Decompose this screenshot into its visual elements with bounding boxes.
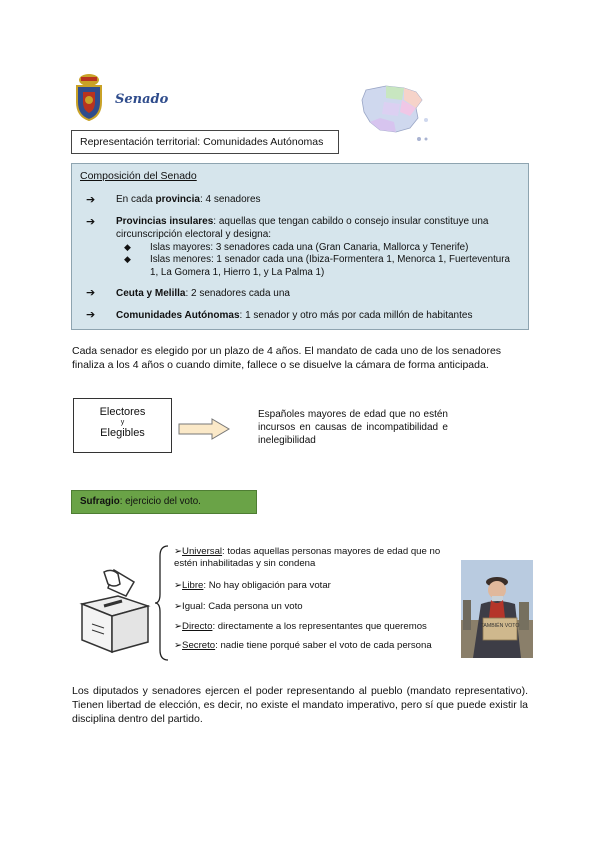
protester-photo [461,560,533,658]
arrow-icon: ➔ [86,216,96,228]
list-item: Comunidades Autónomas: 1 senador y otro más por cada millón de habitantes [116,310,473,321]
list-item: En cada provincia: 4 senadores [116,194,261,205]
electores-description: Españoles mayores de edad que no estén incursos en causas de incompatibilidad e inelegibilidad [258,409,448,446]
right-arrow-icon [178,418,230,440]
spain-map-image [356,82,436,148]
electores-label: Electores [99,406,146,418]
sign-text: TAMBIÉN VOTO [480,623,520,629]
composition-panel [71,163,529,330]
section-title: Representación territorial: Comunidades Autónomas [80,136,324,148]
list-item: Islas mayores: 3 senadores cada una (Gran Canaria, Mallorca y Tenerife) [150,242,469,253]
list-item: Ceuta y Melilla: 2 senadores cada una [116,288,290,299]
senator-term-paragraph: Cada senador es elegido por un plazo de 4 años. El mandato de cada uno de los senadores finaliza a los 4 años o cuando dimite, fallece o se disuelve la cámara de forma anticipada. [72,345,502,371]
connector-label: y [120,419,125,426]
property-universal: ➢Universal: todas aquellas personas mayores de edad que no estén inhabilitadas y sin condena [174,546,441,569]
section-title-box [71,130,339,154]
senado-crest-logo [72,72,106,122]
diamond-bullet-icon: ◆ [124,254,131,264]
mandate-paragraph: Los diputados y senadores ejercen el poder representando al pueblo (mandato representativo). Tienen libertad de elección, es decir, no existe el mandato imperativo, pero sí que puede existir la disciplina dentro del partido. [72,685,528,725]
electores-elegibles-box [73,398,172,453]
arrow-icon: ➔ [86,287,96,299]
arrow-icon: ➔ [86,309,96,321]
property-libre: ➢Libre: No hay obligación para votar [174,580,331,591]
sufragio-definition-bar [71,490,257,514]
list-item: Islas menores: 1 senador cada una (Ibiza-Formentera 1, Menorca 1, Fuerteventura 1, La Gomera 1, Hierro 1, y La Palma 1) [150,254,510,278]
ballot-box-icon [74,566,154,656]
list-item: Provincias insulares: aquellas que tengan cabildo o consejo insular constituye una circunscripción electoral y designa: [116,216,489,240]
property-secreto: ➢Secreto: nadie tiene porqué saber el voto de cada persona [174,640,432,651]
sufragio-text: : ejercicio del voto. [119,496,201,507]
property-igual: ➢Igual: Cada persona un voto [174,601,303,612]
diamond-bullet-icon: ◆ [124,242,131,252]
property-directo: ➢Directo: directamente a los representantes que queremos [174,621,427,632]
composition-heading: Composición del Senado [80,170,197,182]
curly-brace-icon [154,544,170,662]
elegibles-label: Elegibles [100,427,145,439]
sufragio-label: Sufragio [80,496,120,507]
arrow-icon: ➔ [86,194,96,206]
brand-name: Senado [115,92,169,107]
